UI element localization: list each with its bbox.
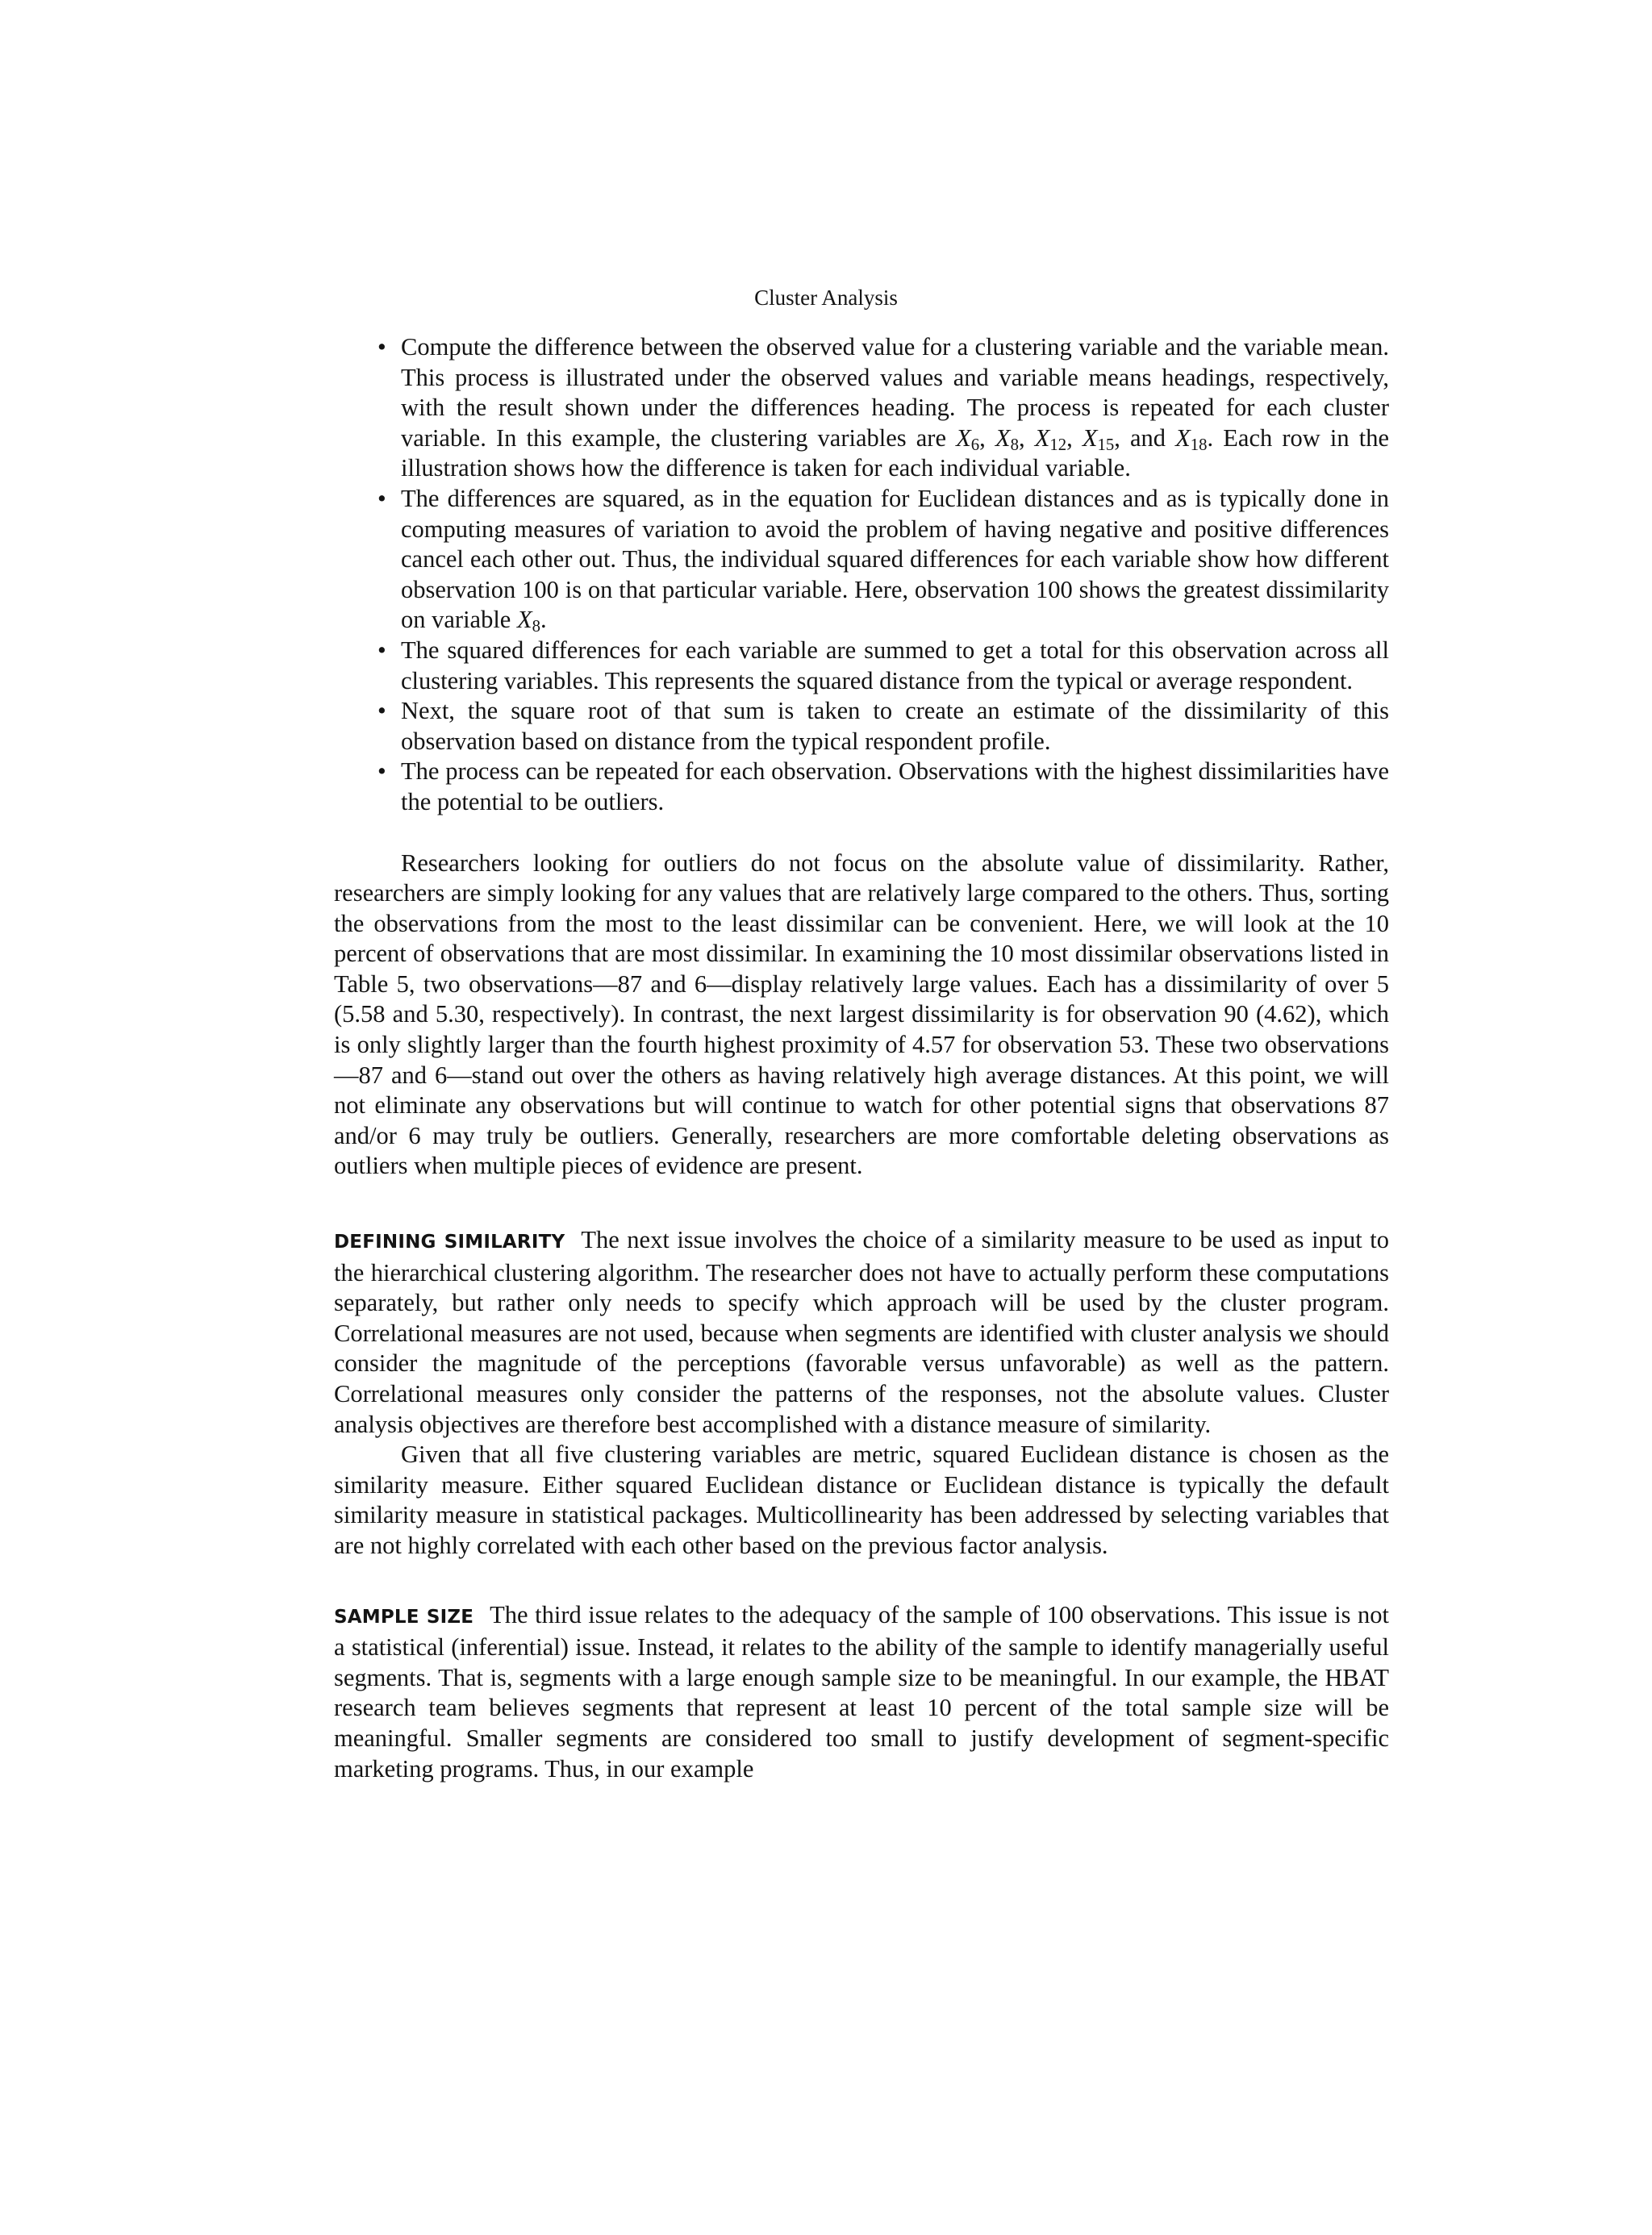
separator-text: ,: [1066, 423, 1083, 452]
bullet-item-repeat: [334, 757, 1389, 817]
bullet-item-summed: [334, 636, 1389, 696]
bullet-text: Each row in the illustration shows how the difference is taken for each individual variable.: [401, 423, 1390, 482]
section-text: The next issue involves the choice of a similarity measure to be used as input to the hierarchical clustering algorithm. The researcher does not have to actually perform these computations separately, but rather only needs to specify which approach will be used by the cluster program. Correlational measures are not used, because when segments are identified with cluster analysis we should consider the magnitude of the perceptions (favorable versus unfavorable) as well as the pattern. Correlational measures only consider the patterns of the responses, not the absolute values. Cluster analysis objectives are therefore best accomplished with a distance measure of similarity.: [334, 1226, 1390, 1438]
separator-text: , and: [1114, 423, 1176, 452]
bullet-text: The squared differences for each variable are summed to get a total for this observation across all clustering variables. This represents the squared distance from the typical or average respondent.: [401, 636, 1389, 694]
separator-text: ,: [979, 423, 995, 452]
bullet-text: Next, the square root of that sum is taken to create an estimate of the dissimilarity of this observation based on distance from the typical respondent profile.: [401, 697, 1389, 755]
running-head: Cluster Analysis: [754, 286, 898, 310]
section-sample-size: [334, 1600, 1389, 1785]
separator-text: .: [1207, 423, 1224, 452]
variable-symbol: X: [1175, 423, 1191, 452]
page-body: [334, 332, 1389, 1784]
bullet-icon: •: [378, 757, 386, 786]
spacer: [334, 1182, 1389, 1225]
variable-symbol: X: [1034, 423, 1050, 452]
variable-subscript: 18: [1190, 436, 1208, 454]
bullet-text: Compute the difference between the observed value for a clustering variable and the variable mean. This process is illustrated under the observed values and variable means headings, respectively, with the result shown under the differences heading. The process is repeated for each cluster variable. In this example, the clustering variables are: [401, 333, 1389, 452]
spacer: [334, 818, 1389, 849]
bullet-text: The process can be repeated for each observation. Observations with the highest dissimilarities have the potential to be outliers.: [401, 757, 1389, 815]
bullet-item-square-root: [334, 696, 1389, 757]
paragraph-euclidean: Given that all five clustering variables are metric, squared Euclidean distance is chosen as the similarity measure. Either squared Euclidean distance or Euclidean distance is typically the default similarity measure in statistical packages. Multicollinearity has been addressed by selecting variables that are not highly correlated with each other based on the previous factor analysis.: [334, 1441, 1389, 1559]
bullet-list: [334, 332, 1389, 818]
section-heading: SAMPLE SIZE: [334, 1606, 474, 1628]
section-text: The third issue relates to the adequacy of the sample of 100 observations. This issue is not a statistical (inferential) issue. Instead, it relates to the ability of the sample to identify managerially useful segments. That is, segments with a large enough sample size to be meaningful. In our example, the HBAT research team believes segments that represent at least 10 percent of the total sample size will be meaningful. Smaller segments are considered too small to justify development of segment-specific marketing programs. Thus, in our example: [334, 1600, 1389, 1783]
variable-subscript: 8: [1010, 436, 1019, 454]
section-heading: DEFINING SIMILARITY: [334, 1232, 565, 1253]
spacer: [334, 1562, 1389, 1600]
variable-subscript: 15: [1097, 436, 1115, 454]
variable-symbol: X: [956, 423, 971, 452]
separator-text: ,: [1018, 423, 1035, 452]
section-defining-similarity: [334, 1225, 1389, 1440]
bullet-item-compute-difference: [334, 332, 1389, 484]
variable-subscript: 12: [1049, 436, 1067, 454]
bullet-icon: •: [378, 636, 386, 664]
bullet-text: The differences are squared, as in the equation for Euclidean distances and as is typically done in computing measures of variation to avoid the problem of having negative and positive differences cancel each other out. Thus, the individual squared differences for each variable show how different observation 100 is on that particular variable. Here, observation 100 shows the greatest dissimilarity on variable: [401, 484, 1389, 634]
bullet-icon: •: [378, 333, 386, 361]
variable-subscript: 6: [970, 436, 980, 454]
bullet-icon: •: [378, 484, 386, 512]
variable-symbol: X: [516, 606, 532, 634]
bullet-icon: •: [378, 697, 386, 725]
paragraph-outliers: Researchers looking for outliers do not focus on the absolute value of dissimilarity. Rather, researchers are simply looking for any values that are relatively large compared to the others. Thus, sorting the observations from the most to the least dissimilar can be convenient. Here, we will look at the 10 percent of observations that are most dissimilar. In examining the 10 most dissimilar observations listed in Table 5, two observations—87 and 6—display relatively large values. Each has a dissimilarity of over 5 (5.58 and 5.30, respectively). In contrast, the next largest dissimilarity is for observation 90 (4.62), which is only slightly larger than the fourth highest proximity of 4.57 for observation 53. These two observations—87 and 6—stand out over the others as having relatively high average distances. At this point, we will not eliminate any observations but will continue to watch for other potential signs that observations 87 and/or 6 may truly be outliers. Generally, researchers are more comfortable deleting observations as outliers when multiple pieces of evidence are present.: [334, 849, 1389, 1180]
variable-symbol: X: [995, 423, 1011, 452]
variable-subscript: 8: [532, 618, 540, 636]
separator-text: .: [540, 606, 547, 634]
variable-symbol: X: [1082, 423, 1098, 452]
bullet-item-squared-differences: [334, 484, 1389, 636]
